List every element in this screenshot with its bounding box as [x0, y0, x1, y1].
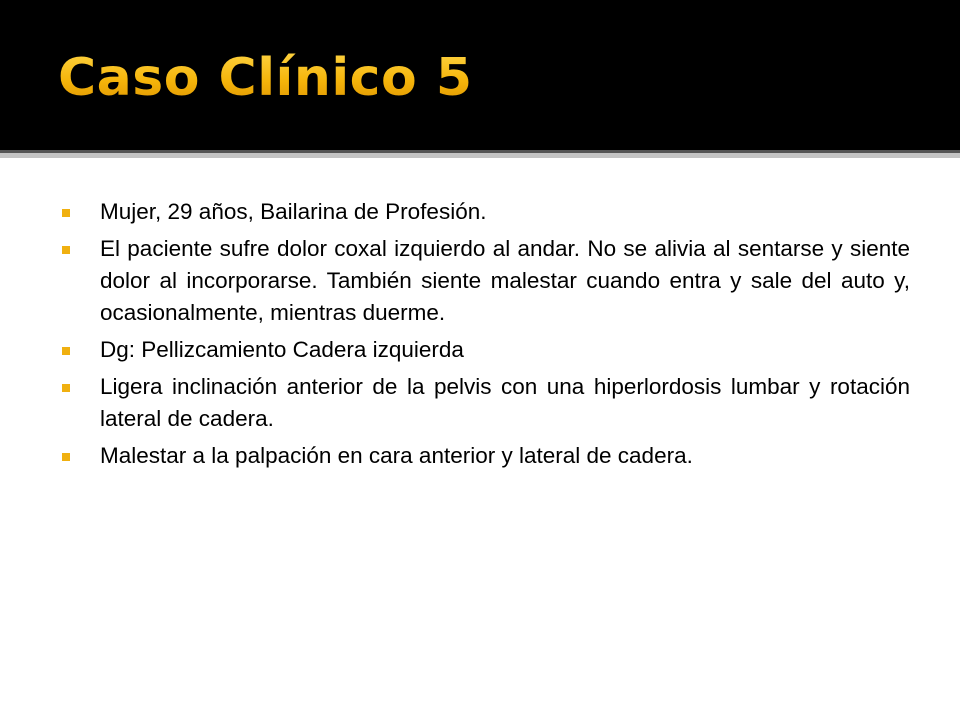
list-item: [62, 440, 910, 472]
square-bullet-icon: [62, 384, 70, 392]
list-item: [62, 233, 910, 329]
bullet-text: Mujer, 29 años, Bailarina de Profesión.: [100, 199, 487, 224]
bullet-text: Malestar a la palpación en cara anterior y lateral de cadera.: [100, 443, 693, 468]
list-item: [62, 196, 910, 228]
square-bullet-icon: [62, 246, 70, 254]
slide-title: Caso Clínico 5: [58, 48, 473, 108]
bullet-list: [62, 196, 910, 477]
list-item: [62, 334, 910, 366]
bullet-text: Dg: Pellizcamiento Cadera izquierda: [100, 337, 464, 362]
bullet-text: Ligera inclinación anterior de la pelvis con una hiperlordosis lumbar y rotación lateral de cadera.: [100, 374, 910, 431]
bullet-text: El paciente sufre dolor coxal izquierdo al andar. No se alivia al sentarse y siente dolor al incorporarse. También siente malestar cuando entra y sale del auto y, ocasionalmente, mientras duerme.: [100, 236, 910, 325]
square-bullet-icon: [62, 209, 70, 217]
title-divider-shadow: [0, 153, 960, 158]
square-bullet-icon: [62, 453, 70, 461]
title-bar: [0, 0, 960, 150]
list-item: [62, 371, 910, 435]
square-bullet-icon: [62, 347, 70, 355]
